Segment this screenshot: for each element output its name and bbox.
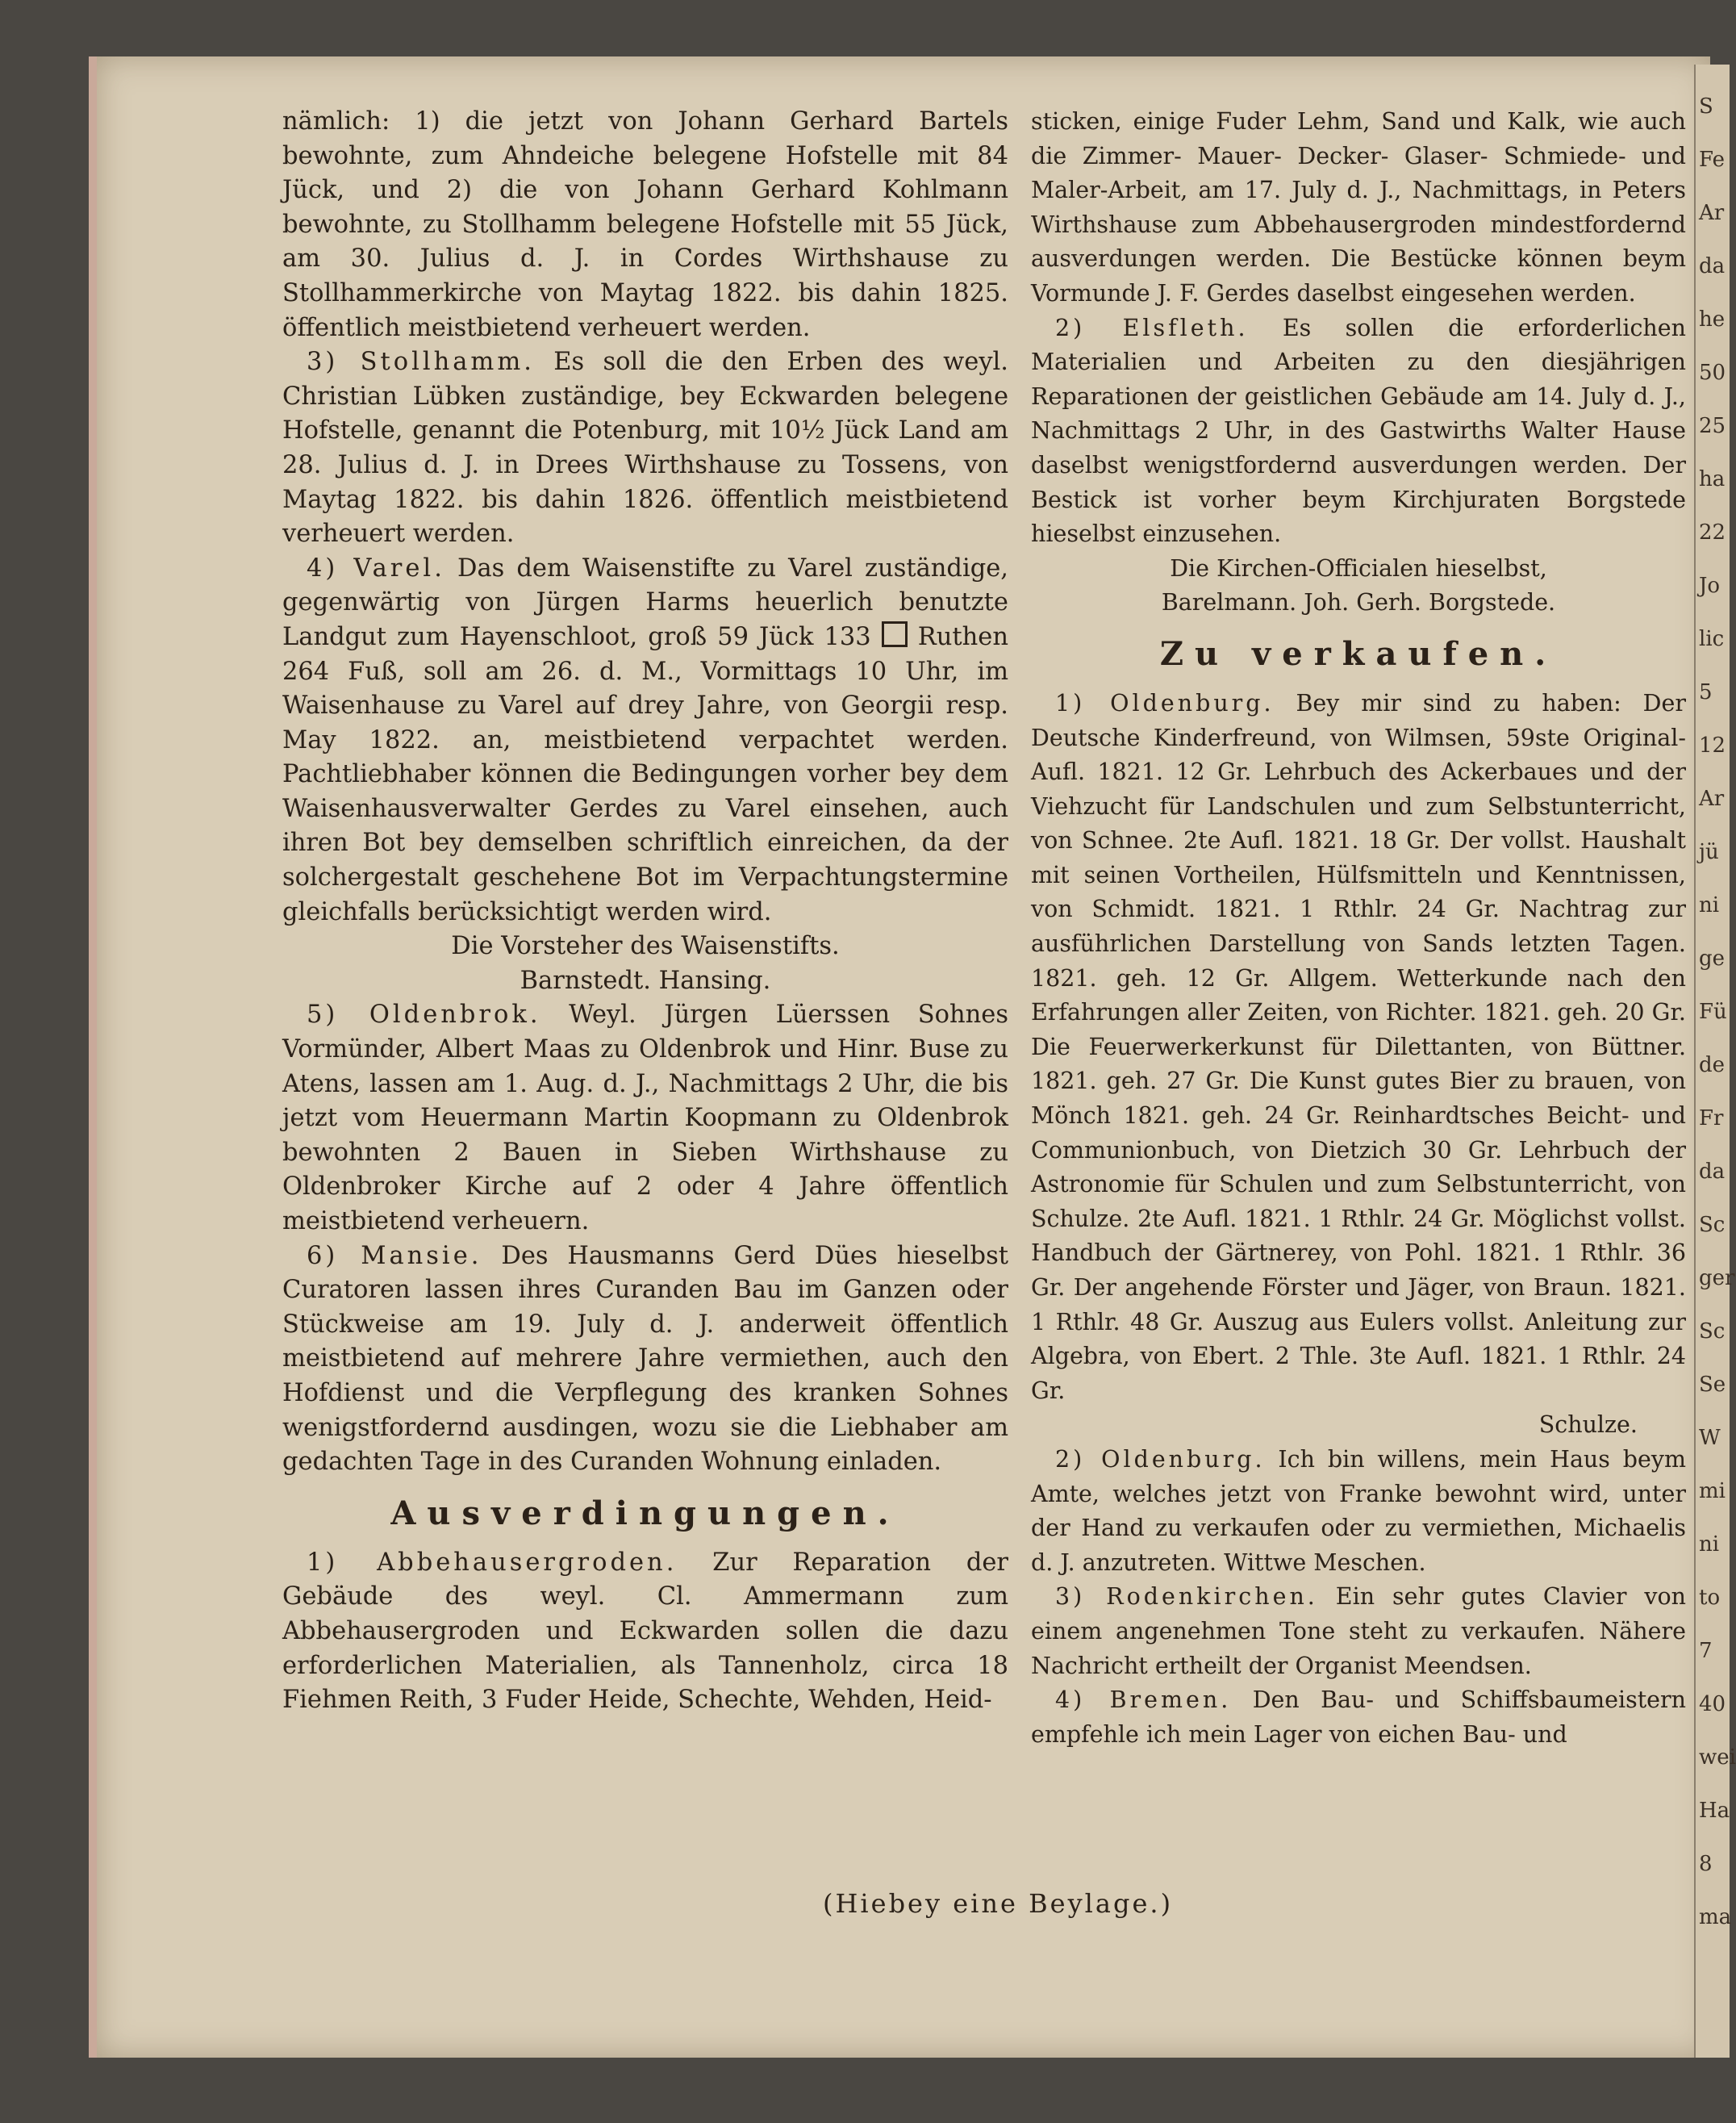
adjacent-page-fragment: de [1699,1053,1726,1077]
place-name: 6) Mansie. [307,1241,482,1270]
adjacent-page-fragment: mi [1699,1479,1726,1503]
supplement-note: (Hiebey eine Beylage.) [823,1888,1174,1919]
adjacent-page-edge [1694,65,1736,2058]
adjacent-page-fragment: to [1699,1586,1721,1610]
adjacent-page-fragment: ha [1699,467,1726,491]
adjacent-page-fragment: jü [1699,840,1719,864]
place-name: 4) Varel. [307,554,445,583]
notice-varel: 4) Varel. Das dem Waisenstifte zu Varel zuständige, gegenwärtig von Jürgen Harms heuerlich benutzte Landgut zum Hayenschloot, groß 59 Jück 133 Ruthen 264 Fuß, soll am 26. d. M., Vormittags 10 Uhr, im Waisenhause zu Varel auf drey Jahre, von Georgii resp. May 1822. an, meistbietend verpachtet werden. Pachtliebhaber können die Bedingungen vorher bey dem Waisenhausverwalter Gerdes zu Varel einsehen, auch ihren Bot bey demselben schriftlich einreichen, da der solchergestalt geschehene Bot im Verpachtungstermine gleichfalls berücksichtigt werden wird. [282,554,1008,926]
notice-elsfleth: 2) Elsfleth. Es sollen die erforderlichen Materialien und Arbeiten zu den diesjährigen Reparationen der geistlichen Gebäude am 14. July d. J., Nachmittags 2 Uhr, in des Gastwirths Walter Hause daselbst wenigstfordernd ausverdungen werden. Der Bestick ist vorher beym Kirchjuraten Borgstede hieselbst einzusehen. [1031,314,1686,548]
place-name: 2) Elsfleth. [1055,314,1249,341]
adjacent-page-fragment: ger [1699,1266,1735,1290]
signature-waisenstift: Die Vorsteher des Waisenstifts. [451,932,840,961]
adjacent-page-fragment: lic [1699,627,1725,651]
notice-abbehausergroden: 1) Abbehausergroden. Zur Reparation der Gebäude des weyl. Cl. Ammermann zum Abbehausergroden und Eckwarden sollen die dazu erforderlichen Materialien, als Tannenholz, circa 18 Fiehmen Reith, 3 Fuder Heide, Schechte, Wehden, Heid- [282,1548,1008,1715]
continuation-paragraph: sticken, einige Fuder Lehm, Sand und Kalk, wie auch die Zimmer- Mauer- Decker- Glaser- Schmiede- und Maler-Arbeit, am 17. July d. J., Nachmittags, in Peters Wirthshause zum Abbehausergroden mindestfordernd ausverdungen werden. Die Bestücke können beym Vormunde J. F. Gerdes daselbst eingesehen werden. [1031,108,1686,307]
place-name: 3) Rodenkirchen. [1055,1583,1318,1611]
adjacent-page-fragment: Fr [1699,1106,1724,1130]
adjacent-page-fragment: he [1699,307,1726,332]
adjacent-page-fragment: Fü [1699,1000,1727,1024]
square-rod-symbol-icon [882,621,908,647]
adjacent-page-fragment: Se [1699,1373,1726,1397]
place-name: 1) Oldenburg. [1055,689,1275,717]
intro-paragraph: nämlich: 1) die jetzt von Johann Gerhard Bartels bewohnte, zum Ahndeiche belegene Hofstelle mit 84 Jück, und 2) die von Johann Gerhard Kohlmann bewohnte, zu Stollhamm belegene Hofstelle mit 55 Jück, am 30. Julius d. J. in Cordes Wirthshause zu Stollhammerkirche von Maytag 1822. bis dahin 1825. öffentlich meistbietend verheuert werden. [282,107,1008,342]
adjacent-page-fragment: 8 [1699,1852,1713,1876]
signature-names: Barnstedt. Hansing. [520,966,771,995]
adjacent-page-fragment: 50 [1699,361,1726,385]
adjacent-page-fragment: W [1699,1426,1721,1450]
adjacent-page-fragment: ni [1699,1532,1720,1557]
adjacent-page-fragment: 40 [1699,1692,1726,1716]
adjacent-page-fragment: 25 [1699,414,1726,438]
adjacent-page-fragment: da [1699,1160,1726,1184]
place-name: 5) Oldenbrok. [307,1001,541,1030]
notice-rodenkirchen: 3) Rodenkirchen. Ein sehr gutes Clavier von einem angenehmen Tone steht zu verkaufen. Nähere Nachricht ertheilt der Organist Meendsen. [1031,1583,1687,1679]
adjacent-page-fragment: Sc [1699,1319,1726,1344]
signature-schulze: Schulze. [1538,1411,1638,1439]
right-column [1031,105,1686,1752]
adjacent-page-fragment: 22 [1699,520,1726,545]
adjacent-page-fragment: 12 [1699,733,1726,758]
left-column [282,105,1008,1718]
notice-bremen: 4) Bremen. Den Bau- und Schiffsbaumeistern empfehle ich mein Lager von eichen Bau- und [1031,1686,1686,1748]
place-name: 2) Oldenburg. [1055,1445,1266,1473]
notice-stollhamm: 3) Stollhamm. Es soll die den Erben des weyl. Christian Lübken zuständige, bey Eckwarden belegene Hofstelle, genannt die Potenburg, mit 10½ Jück Land am 28. Julius d. J. in Drees Wirthshause zu Tossens, von Maytag 1822. bis dahin 1826. öffentlich meistbietend verheuert werden. [282,348,1008,549]
adjacent-page-fragment: 5 [1699,680,1713,704]
notice-oldenbrok: 5) Oldenbrok. Weyl. Jürgen Lüerssen Sohnes Vormünder, Albert Maas zu Oldenbrok und Hinr. Buse zu Atens, lassen am 1. Aug. d. J., Nachmittags 2 Uhr, die bis jetzt vom Heuermann Martin Koopmann zu Oldenbrok bewohnten 2 Bauen in Sieben Wirthshause zu Oldenbroker Kirche auf 2 oder 4 Jahre öffentlich meistbietend verheuern. [282,1001,1008,1235]
adjacent-page-fragment: da [1699,254,1726,278]
adjacent-page-fragment: ge [1699,947,1726,971]
section-heading-zu-verkaufen: Zu verkaufen. [1159,634,1558,673]
signature-kirchen-officialen: Die Kirchen-Officialen hieselbst, [1170,554,1547,582]
adjacent-page-fragment: wei [1699,1745,1736,1770]
signature-names: Barelmann. Joh. Gerh. Borgstede. [1161,589,1556,616]
place-name: 3) Stollhamm. [307,348,535,377]
place-name: 1) Abbehausergroden. [307,1548,678,1577]
adjacent-page-fragment: Jo [1699,574,1721,598]
adjacent-page-fragment: Ha [1699,1799,1730,1823]
adjacent-page-fragment: S [1699,94,1713,119]
adjacent-page-fragment: Sc [1699,1213,1726,1237]
notice-oldenburg-books: 1) Oldenburg. Bey mir sind zu haben: Der Deutsche Kinderfreund, von Wilmsen, 59ste Original-Aufl. 1821. 12 Gr. Lehrbuch des Ackerbaues und der Viehzucht für Landschulen und zum Selbstunterricht, von Schnee. 2te Aufl. 1821. 18 Gr. Der vollst. Haushalt mit seinen Vortheilen, Hülfsmitteln und Kenntnissen, von Schmidt. 1821. 1 Rthlr. 24 Gr. Nachtrag zur ausführlichen Darstellung von Sands letzten Tagen. 1821. geh. 12 Gr. Allgem. Wetterkunde nach den Erfahrungen aller Zeiten, von Richter. 1821. geh. 20 Gr. Die Feuerwerkerkunst für Dilettanten, von Büttner. 1821. geh. 27 Gr. Die Kunst gutes Bier zu brauen, von Mönch 1821. geh. 24 Gr. Reinhardtsches Beicht- und Communionbuch, von Dietzich 30 Gr. Lehrbuch der Astronomie für Schulen und zum Selbstunterricht, von Schulze. 2te Aufl. 1821. 1 Rthlr. 24 Gr. Möglichst vollst. Handbuch der Gärtnerey, von Pohl. 1821. 1 Rthlr. 36 Gr. Der angehende Förster und Jäger, von Braun. 1821. 1 Rthlr. 48 Gr. Auszug aus Eulers vollst. Anleitung zur Algebra, von Ebert. 2 Thle. 3te Aufl. 1821. 1 Rthlr. 24 Gr. [1031,689,1686,1404]
adjacent-page-fragment: 7 [1699,1639,1713,1663]
notice-oldenburg-house: 2) Oldenburg. Ich bin willens, mein Haus beym Amte, welches jetzt von Franke bewohnt wird, unter der Hand zu verkaufen oder zu vermiethen, Michaelis d. J. anzutreten. Wittwe Meschen. [1031,1445,1686,1576]
adjacent-page-fragment: ni [1699,893,1720,917]
adjacent-page-fragment: ma [1699,1905,1732,1929]
adjacent-page-fragment: Ar [1699,787,1725,811]
section-heading-ausverdingungen: Ausverdingungen. [390,1494,900,1532]
adjacent-page-fragment: Fe [1699,148,1726,172]
adjacent-page-fragment: Ar [1699,201,1725,225]
place-name: 4) Bremen. [1055,1686,1232,1714]
notice-mansie: 6) Mansie. Des Hausmanns Gerd Dües hieselbst Curatoren lassen ihres Curanden Bau im Ganzen oder Stückweise am 19. July d. J. anderweit öffentlich meistbietend auf mehrere Jahre vermiethen, auch den Hofdienst und die Verpflegung des kranken Sohnes wenigstfordernd ausdingen, wozu sie die Liebhaber am gedachten Tage in des Curanden Wohnung einladen. [282,1241,1008,1477]
